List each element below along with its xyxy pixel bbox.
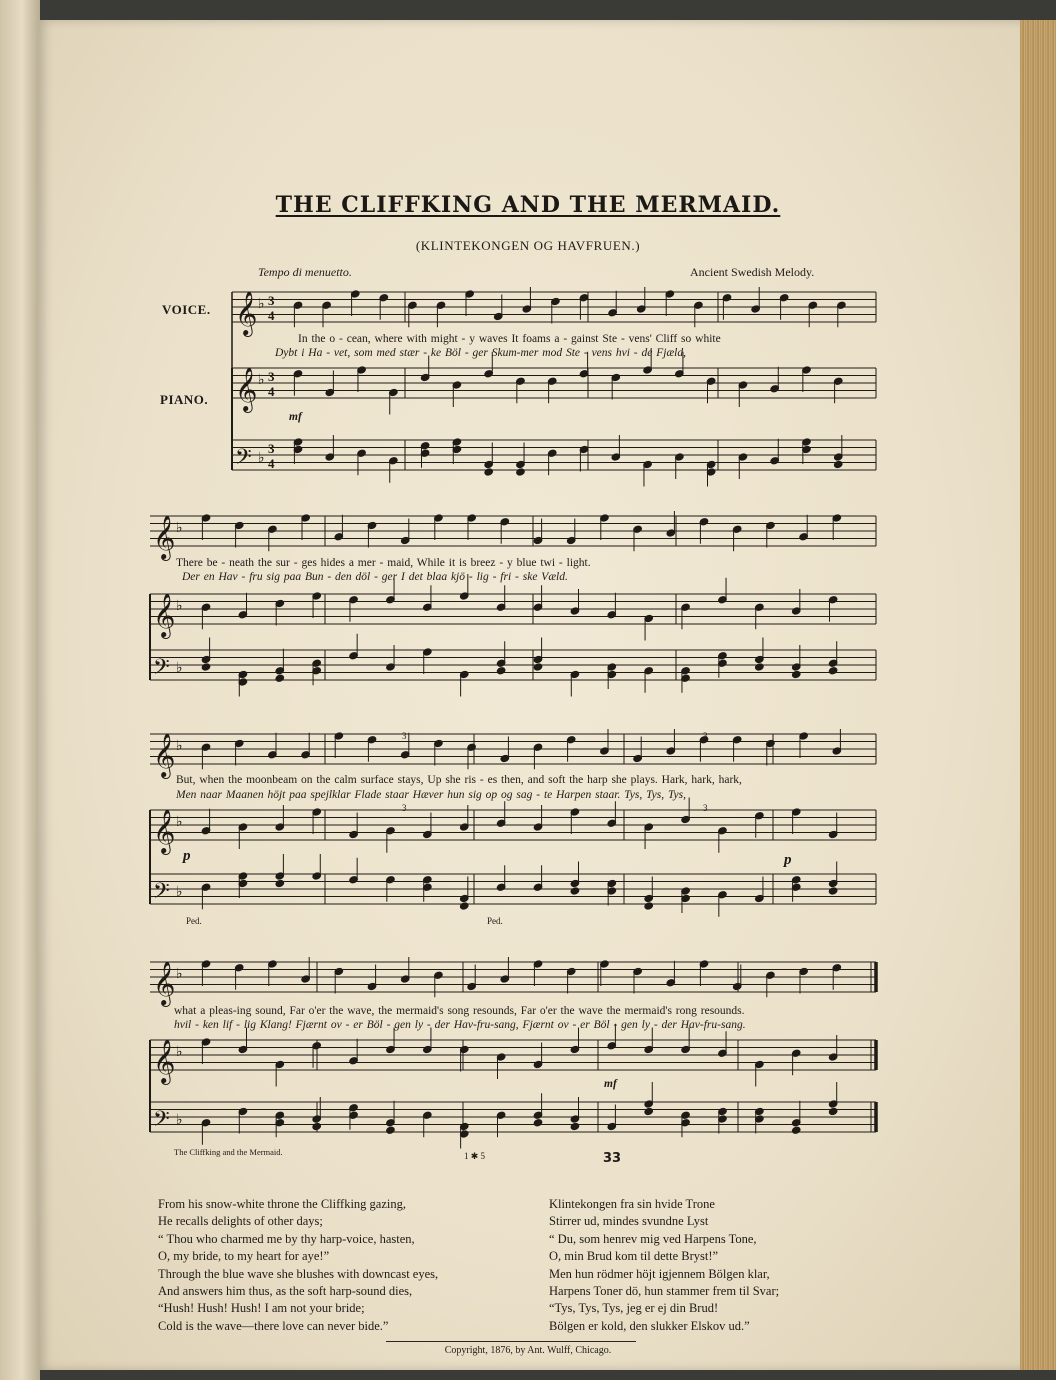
verse-english — [158, 1196, 438, 1335]
bass-clef: 𝄢 — [153, 879, 170, 909]
verse-line: Bölgen er kold, den slukker Elskov ud.” — [549, 1318, 750, 1333]
lyrics-english-line-3: But, when the moonbeam on the calm surface stays, Up she ris - es then, and soft the harp she plays. Hark, hark, hark, — [176, 774, 742, 786]
triplet-mark-1: 3 — [402, 731, 407, 741]
flat-key-signature: ♭ — [176, 521, 183, 536]
running-title: The Cliffking and the Mermaid. — [174, 1147, 283, 1157]
verse-line: “ Du, som henrev mig ved Harpens Tone, — [549, 1231, 757, 1246]
dynamic-mf-1: mf — [289, 411, 302, 423]
lyrics-english-line-4: what a pleas-ing sound, Far o'er the wave, the mermaid's song resounds, Far o'er the wave the mermaid's rong resounds. — [174, 1005, 745, 1017]
treble-clef: 𝄞 — [235, 291, 258, 335]
flat-key-signature: ♭ — [176, 661, 183, 676]
flat-key-signature: ♭ — [176, 739, 183, 754]
triplet-mark-4: 3 — [703, 803, 708, 813]
verse-line: Cold is the wave—there love can never bide.” — [158, 1318, 389, 1333]
bass-clef: 𝄢 — [235, 445, 252, 475]
notehead — [533, 663, 543, 671]
lyrics-danish-line-3: Men naar Maanen höjt paa spejlklar Flade staar Hæver hun sig op og sag - te Harpen staar. Tys, Tys, Tys, — [176, 789, 687, 801]
lyrics-danish-line-4: hvil - ken lif - lig Klang! Fjærnt ov - er Böl - gen ly - der Hav-fru-sang, Fjærnt ov - er Böl - gen ly - der Hav-fru-sang. — [174, 1019, 746, 1031]
notehead — [570, 887, 580, 895]
notehead — [644, 1107, 654, 1115]
flat-key-signature: ♭ — [258, 297, 265, 312]
copyright-rule — [386, 1341, 636, 1342]
verse-line: From his snow-white throne the Cliffking gazing, — [158, 1197, 407, 1211]
lyrics-danish-line-1: Dybt i Ha - vet, som med stær - ke Böl - ger Skum-mer mod Ste - vens hvi - de Fjæld, — [275, 347, 686, 359]
bass-clef: 𝄢 — [153, 1107, 170, 1137]
flat-key-signature: ♭ — [176, 967, 183, 982]
treble-clef: 𝄞 — [153, 593, 176, 637]
signature-mark: 1 ✱ 5 — [464, 1151, 486, 1161]
flat-key-signature: ♭ — [176, 1045, 183, 1060]
song-subtitle: (KLINTEKONGEN OG HAVFRUEN.) — [415, 238, 641, 253]
time-signature: 3 — [268, 293, 275, 308]
verse-line: O, my bride, to my heart for aye!” — [158, 1249, 330, 1264]
flat-key-signature: ♭ — [176, 1113, 183, 1128]
time-signature: 3 — [268, 441, 275, 456]
treble-clef: 𝄞 — [153, 1039, 176, 1083]
verse-line: “Hush! Hush! Hush! I am not your bride; — [158, 1301, 365, 1316]
verse-danish — [549, 1196, 779, 1335]
treble-clef: 𝄞 — [153, 961, 176, 1005]
notehead — [828, 667, 838, 675]
verse-line: O, min Brud kom til dette Bryst!” — [549, 1249, 719, 1264]
pedal-mark-1: Ped. — [186, 916, 202, 926]
notehead — [828, 1107, 838, 1115]
time-signature: 4 — [268, 456, 275, 471]
notehead — [755, 663, 765, 671]
notehead — [496, 667, 506, 675]
notehead — [644, 902, 654, 910]
flat-key-signature: ♭ — [176, 815, 183, 830]
composer-credit: Ancient Swedish Melody. — [690, 265, 815, 279]
lyrics-english-line-1: In the o - cean, where with might - y waves It foams a - gainst Ste - vens' Cliff so white — [298, 333, 721, 345]
notehead — [459, 902, 469, 910]
song-title: THE CLIFFKING AND THE MERMAID. — [275, 192, 781, 218]
dynamic-mf-2: mf — [604, 1078, 617, 1090]
dynamic-p-1: p — [183, 848, 191, 864]
lyrics-english-line-2: There be - neath the sur - ges hides a mer - maid, While it is breez - y blue twi - light. — [176, 557, 591, 569]
notehead — [828, 887, 838, 895]
flat-key-signature: ♭ — [258, 451, 265, 466]
flat-key-signature: ♭ — [176, 599, 183, 614]
verse-line: Through the blue wave she blushes with downcast eyes, — [158, 1266, 439, 1281]
notehead — [516, 468, 526, 476]
notehead — [533, 1119, 543, 1127]
triplet-mark-3: 3 — [402, 803, 407, 813]
notehead — [791, 670, 801, 678]
time-signature: 3 — [268, 369, 275, 384]
notehead — [275, 674, 285, 682]
verse-line: “ Thou who charmed me by thy harp-voice, hasten, — [158, 1231, 415, 1246]
treble-clef: 𝄞 — [153, 515, 176, 559]
lyrics-danish-line-2: Der en Hav - fru sig paa Bun - den döl - ger I det blaa kjö - lig - fri - ske Væld. — [182, 571, 568, 583]
tempo-marking: Tempo di menuetto. — [258, 265, 352, 279]
notehead — [791, 1126, 801, 1134]
treble-clef: 𝄞 — [153, 809, 176, 853]
flat-key-signature: ♭ — [176, 885, 183, 900]
time-signature: 4 — [268, 384, 275, 399]
verse-line: He recalls delights of other days; — [158, 1214, 323, 1229]
notehead — [484, 468, 494, 476]
voice-label: VOICE. — [162, 302, 211, 317]
triplet-mark-2: 3 — [703, 731, 708, 741]
page-number: 33 — [603, 1151, 622, 1166]
notehead — [312, 1122, 322, 1130]
flat-key-signature: ♭ — [258, 373, 265, 388]
notehead — [386, 1126, 396, 1134]
bass-clef: 𝄢 — [153, 655, 170, 685]
piano-label: PIANO. — [160, 392, 209, 407]
verse-line: Harpens Toner dö, hun stammer frem til Svar; — [549, 1284, 780, 1299]
notehead — [833, 460, 843, 468]
pedal-mark-2: Ped. — [487, 916, 503, 926]
verse-line: And answers him thus, as the soft harp-sound dies, — [158, 1284, 413, 1299]
verse-line: Men hun rödmer höjt igjennem Bölgen klar, — [549, 1266, 770, 1281]
verse-line: “Tys, Tys, Tys, jeg er ej din Brud! — [549, 1301, 719, 1316]
notehead — [570, 1122, 580, 1130]
treble-clef: 𝄞 — [153, 733, 176, 777]
dynamic-p-2: p — [784, 852, 792, 868]
treble-clef: 𝄞 — [235, 367, 258, 411]
notehead — [201, 663, 211, 671]
verse-line: Stirrer ud, mindes svundne Lyst — [549, 1214, 709, 1229]
notehead — [275, 879, 285, 887]
verse-line: Klintekongen fra sin hvide Trone — [549, 1197, 715, 1211]
copyright-notice: Copyright, 1876, by Ant. Wulff, Chicago. — [444, 1345, 612, 1356]
time-signature: 4 — [268, 308, 275, 323]
